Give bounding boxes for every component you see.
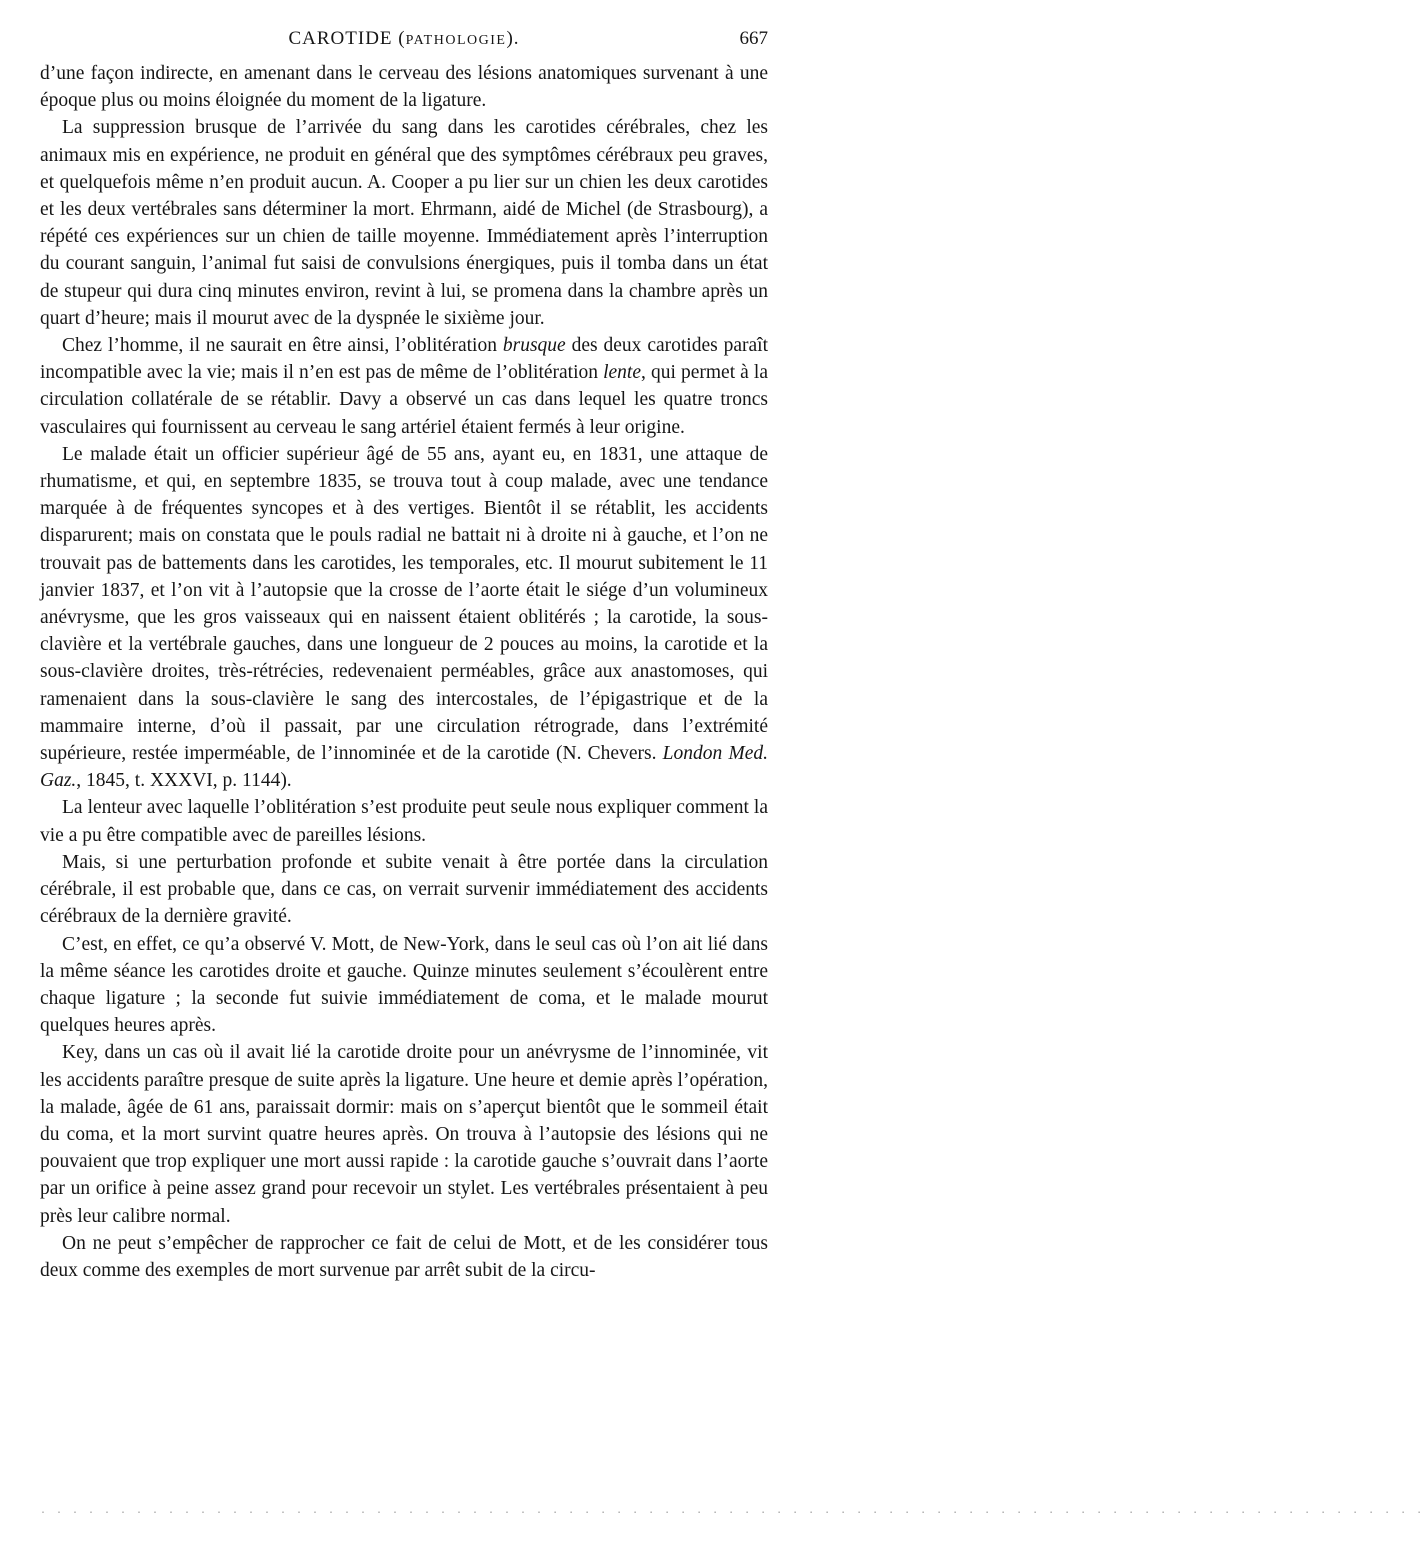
text-segment: , 1845, t. XXXVI, p. 1144). xyxy=(76,770,292,792)
running-title: CAROTIDE (PATHOLOGIE). xyxy=(288,28,520,49)
page xyxy=(40,28,768,1284)
paragraph xyxy=(40,114,768,332)
text-segment: des deux carotides paraît incompatible avec la vie; mais il n’en est pas de même de l’oblitération xyxy=(40,335,768,384)
paragraph xyxy=(40,1230,768,1284)
text-segment: , qui permet à la circulation collatérale de se rétablir. Davy a observé un cas dans lequel les quatre troncs vasculaires qui fournissent au cerveau le sang artériel étaient fermés à leur origine. xyxy=(40,362,768,438)
text-segment: d’une façon indirecte, en amenant dans le cerveau des lésions anatomiques survenant à une époque plus ou moins éloignée du moment de la ligature. xyxy=(40,63,768,112)
italic-text: London Med. Gaz. xyxy=(40,743,768,792)
page-number: 667 xyxy=(739,28,768,49)
running-header xyxy=(40,28,768,58)
text-segment: Chez l’homme, il ne saurait en être ainsi, l’oblitération xyxy=(62,335,503,357)
text-segment: On ne peut s’empêcher de rapprocher ce fait de celui de Mott, et de les considérer tous deux comme des exemples de mort survenue par arrêt subit de la circu- xyxy=(40,1232,768,1281)
text-segment: Key, dans un cas où il avait lié la carotide droite pour un anévrysme de l’innominée, vit les accidents paraître presque de suite après la ligature. Une heure et demie après l’opération, la malade, âgée de 61 ans, paraissait dormir: mais on s’aperçut bientôt que le sommeil était du coma, et la mort survint quatre heures après. On trouva à l’autopsie des lésions qui ne pouvaient que trop expliquer une mort aussi rapide : la carotide gauche s’ouvrait dans l’aorte par un orifice à peine assez grand pour recevoir un stylet. Les vertébrales présentaient à peu près leur calibre normal. xyxy=(40,1042,768,1227)
text-segment: C’est, en effet, ce qu’a observé V. Mott, de New-York, dans le seul cas où l’on ait lié dans la même séance les carotides droite et gauche. Quinze minutes seulement s’écoulèrent entre chaque ligature ; la seconde fut suivie immédiatement de coma, et le malade mourut quelques heures après. xyxy=(40,933,768,1037)
paragraph xyxy=(40,1039,768,1229)
paragraph xyxy=(40,794,768,848)
paragraph xyxy=(40,441,768,795)
italic-text: lente xyxy=(603,362,642,384)
text-segment: Le malade était un officier supérieur âgé de 55 ans, ayant eu, en 1831, une attaque de rhumatisme, et qui, en septembre 1835, se trouva tout à coup malade, avec une tendance marquée à de fréquentes syncopes et à des vertiges. Bientôt il se rétablit, les accidents disparurent; mais on constata que le pouls radial ne battait ni à droite ni à gauche, et l’on ne trouvait pas de battements dans les carotides, les temporales, etc. Il mourut subitement le 11 janvier 1837, et l’on vit à l’autopsie que la crosse de l’aorte était le siége d’un volumineux anévrysme, que les gros vaisseaux qui en naissent étaient oblitérés ; la carotide, la sous-clavière et la vertébrale gauches, dans une longueur de 2 pouces au moins, la carotide et la sous-clavière droites, très-rétrécies, redevenaient perméables, grâce aux anastomoses, qui ramenaient dans la sous-clavière le sang des intercostales, de l’épigastrique et de la mammaire interne, d’où il passait, par une circulation rétrograde, dans l’extrémité supérieure, restée imperméable, de l’innominée et de la carotide (N. Chevers. xyxy=(40,443,768,765)
paragraph xyxy=(40,60,768,114)
body-text xyxy=(40,60,768,1284)
text-segment: La suppression brusque de l’arrivée du sang dans les carotides cérébrales, chez les animaux mis en expérience, ne produit en général que des symptômes cérébraux peu graves, et quelquefois même n’en produit aucun. A. Cooper a pu lier sur un chien les deux carotides et les deux vertébrales sans déterminer la mort. Ehrmann, aidé de Michel (de Strasbourg), a répété ces expériences sur un chien de taille moyenne. Immédiatement après l’interruption du courant sanguin, l’animal fut saisi de convulsions énergiques, puis il tomba dans un état de stupeur qui dura cinq minutes environ, revint à lui, se promena dans la chambre après un quart d’heure; mais il mourut avec de la dyspnée le sixième jour. xyxy=(40,117,768,329)
footer-rule: . . . . . . . . . . . . . . . . . . . . . . . . . . . . . . . . . . . . . . . . . . . . . . . . . . . . . . . . . . . . . . . . . . . . . . . . . . . . . . . . . . . . . . . xyxy=(40,1506,1424,1517)
text-segment: Mais, si une perturbation profonde et subite venait à être portée dans la circulation cérébrale, il est probable que, dans ce cas, on verrait survenir immédiatement des accidents cérébraux de la dernière gravité. xyxy=(40,851,768,928)
paragraph xyxy=(40,931,768,1040)
running-subtitle: PATHOLOGIE xyxy=(405,33,507,48)
text-segment: La lenteur avec laquelle l’oblitération s’est produite peut seule nous expliquer comment la vie a pu être compatible avec de pareilles lésions. xyxy=(40,797,768,846)
paragraph xyxy=(40,849,768,931)
italic-text: brusque xyxy=(502,335,566,357)
paragraph xyxy=(40,332,768,441)
